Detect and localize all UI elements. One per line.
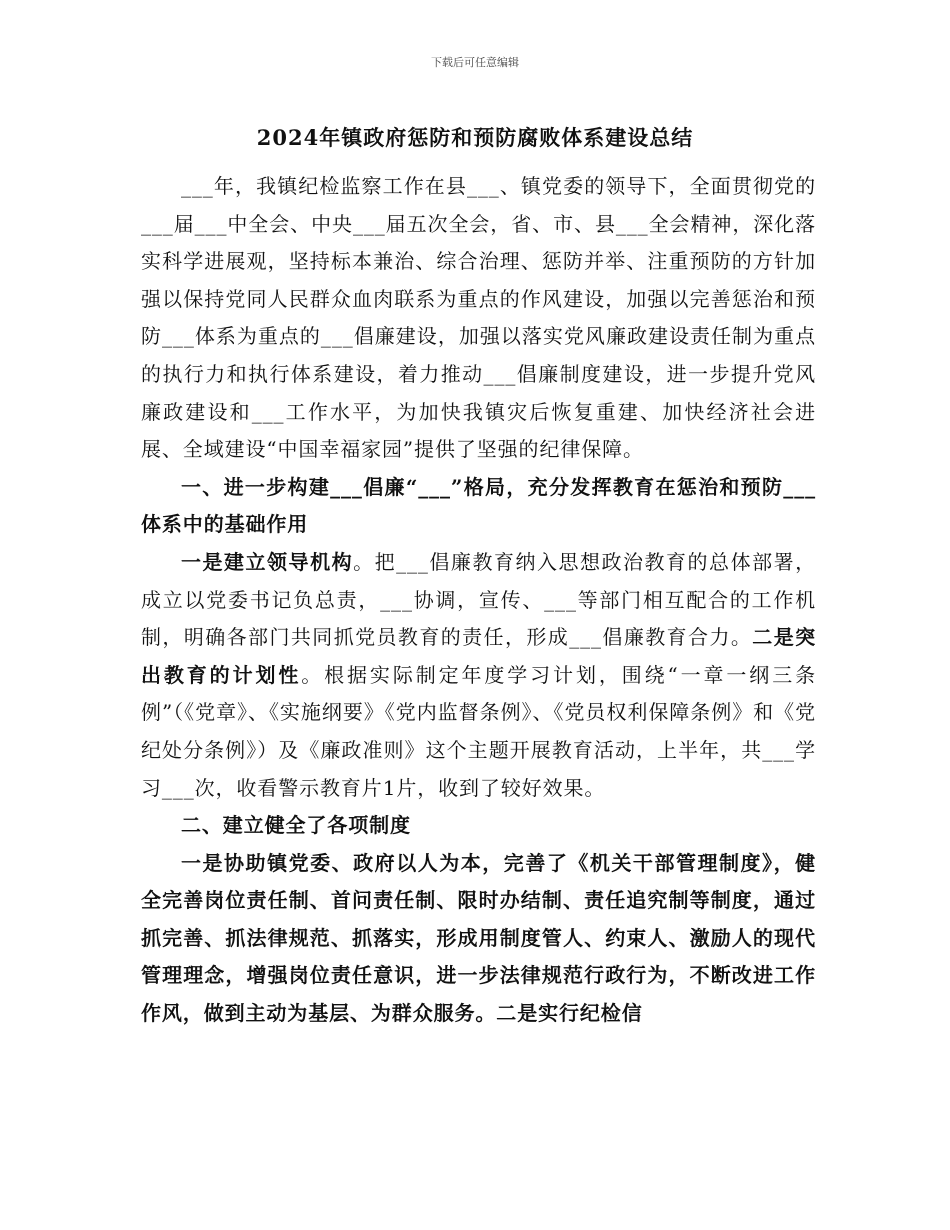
lead-phrase-2: 二是突出教育的计划性: [141, 625, 817, 687]
lead-phrase-1: 一是建立领导机构: [181, 549, 354, 574]
paragraph-text-1: 。把___倡廉教育纳入思想政治教育的总体部署，成立以党委书记负总责，___协调，宣传、___等部门相互配合的工作机制，明确各部门共同抓党员教育的责任，形成___倡廉教育合力。: [141, 549, 817, 650]
paragraph-text-2: 。根据实际制定年度学习计划，围绕“一章一纲三条例”（《党章》、《实施纲要》《党内监督条例》、《党员权利保障条例》和《党纪处分条例》）及《廉政准则》这个主题开展教育活动，上半年，共___学习___次，收看警示教育片1片，收到了较好效果。: [141, 662, 816, 800]
document-title: 2024年镇政府惩防和预防腐败体系建设总结: [256, 125, 694, 150]
paragraph-intro: ___年，我镇纪检监察工作在县___、镇党委的领导下，全面贯彻党的___届___中全会、中央___届五次全会，省、市、县___全会精神，深化落实科学进展观，坚持标本兼治、综合治理、惩防并举、注重预防的方针加强以保持党同人民群众血肉联系为重点的作风建设，加强以完善惩治和预防___体系为重点的___倡廉建设，加强以落实党风廉政建设责任制为重点的执行力和执行体系建设，着力推动___倡廉制度建设，进一步提升党风廉政建设和___工作水平，为加快我镇灾后恢复重建、加快经济社会进展、全域建设“中国幸福家园”提供了坚强的纪律保障。: [141, 174, 816, 462]
section-heading-2: 二、建立健全了各项制度: [181, 813, 411, 838]
header-note: 下载后可任意编辑: [431, 56, 519, 69]
paragraph-education: [141, 544, 816, 807]
section-heading-1: 一、进一步构建___倡廉“___”格局，充分发挥教育在惩治和预防___体系中的基础作用: [141, 474, 816, 537]
paragraph-systems: 一是协助镇党委、政府以人为本，完善了《机关干部管理制度》，健全完善岗位责任制、首问责任制、限时办结制、责任追究制等制度，通过抓完善、抓法律规范、抓落实，形成用制度管人、约束人、激励人的现代管理理念，增强岗位责任意识，进一步法律规范行政行为，不断改进工作作风，做到主动为基层、为群众服务。二是实行纪检信: [141, 850, 816, 1026]
document-body: [141, 168, 816, 1033]
